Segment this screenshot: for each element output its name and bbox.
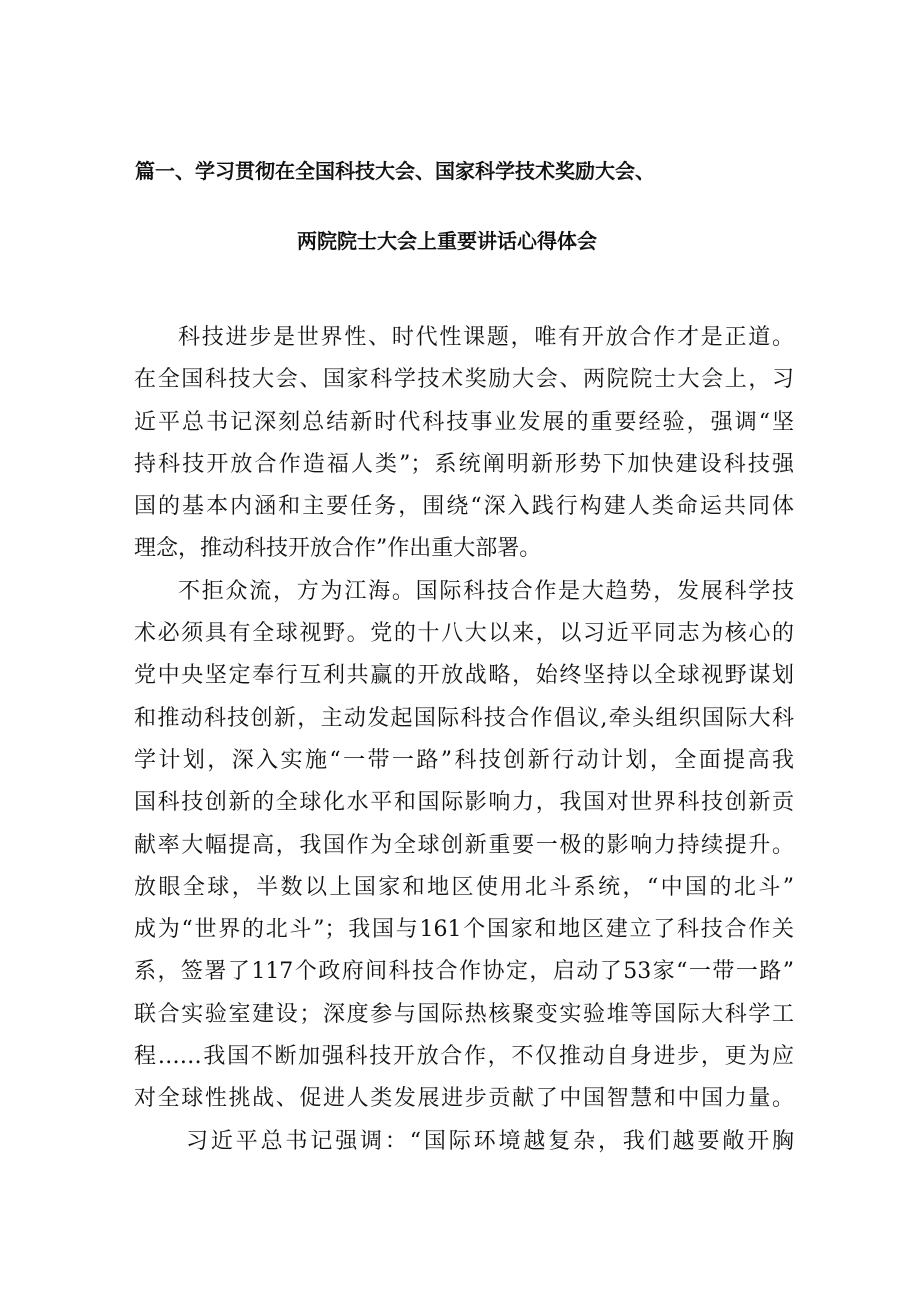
paragraph-2-line-12: 程……我国不断加强科技开放合作，不仅推动自身进步，更为应 — [134, 1044, 794, 1070]
paragraph-3-line-1: 习近平总书记强调：“国际环境越复杂，我们越要敞开胸 — [186, 1128, 794, 1154]
paragraph-1-line-3: 近平总书记深刻总结新时代科技事业发展的重要经验，强调“坚 — [134, 409, 794, 435]
paragraph-2-line-4: 和推动科技创新，主动发起国际科技合作倡议,牵头组织国际大科 — [134, 705, 794, 731]
document-body — [134, 317, 794, 1163]
paragraph-2-line-11: 联合实验室建设；深度参与国际热核聚变实验堆等国际大科学工 — [134, 1001, 794, 1027]
paragraph-1-line-4: 持科技开放合作造福人类”；系统阐明新形势下加快建设科技强 — [134, 451, 794, 477]
paragraph-2-line-8: 放眼全球，半数以上国家和地区使用北斗系统，“中国的北斗” — [134, 874, 794, 900]
paragraph-2-line-2: 术必须具有全球视野。党的十八大以来，以习近平同志为核心的 — [134, 621, 794, 647]
document-title-line-1: 篇一、学习贯彻在全国科技大会、国家科学技术奖励大会、 — [135, 159, 655, 183]
paragraph-2-line-5: 学计划，深入实施“一带一路”科技创新行动计划，全面提高我 — [134, 747, 794, 773]
paragraph-1-line-1: 科技进步是世界性、时代性课题，唯有开放合作才是正道。 — [178, 325, 794, 350]
paragraph-2-line-7: 献率大幅提高，我国作为全球创新重要一极的影响力持续提升。 — [134, 832, 794, 858]
paragraph-1-line-5: 国的基本内涵和主要任务，围绕“深入践行构建人类命运共同体 — [134, 494, 794, 520]
paragraph-2-line-1: 不拒众流，方为江海。国际科技合作是大趋势，发展科学技 — [178, 578, 794, 604]
document-title-line-2: 两院院士大会上重要讲话心得体会 — [297, 229, 597, 253]
paragraph-2-line-13: 对全球性挑战、促进人类发展进步贡献了中国智慧和中国力量。 — [134, 1086, 794, 1112]
paragraph-2-line-10: 系，签署了117个政府间科技合作协定，启动了53家“一带一路” — [134, 959, 794, 985]
paragraph-1-line-6: 理念，推动科技开放合作”作出重大部署。 — [134, 536, 542, 562]
paragraph-2-line-3: 党中央坚定奉行互利共赢的开放战略，始终坚持以全球视野谋划 — [134, 663, 794, 689]
paragraph-1-line-2: 在全国科技大会、国家科学技术奖励大会、两院院士大会上，习 — [134, 367, 794, 393]
paragraph-2-line-6: 国科技创新的全球化水平和国际影响力，我国对世界科技创新贡 — [134, 790, 794, 816]
paragraph-2-line-9: 成为“世界的北斗”；我国与161个国家和地区建立了科技合作关 — [134, 917, 794, 943]
